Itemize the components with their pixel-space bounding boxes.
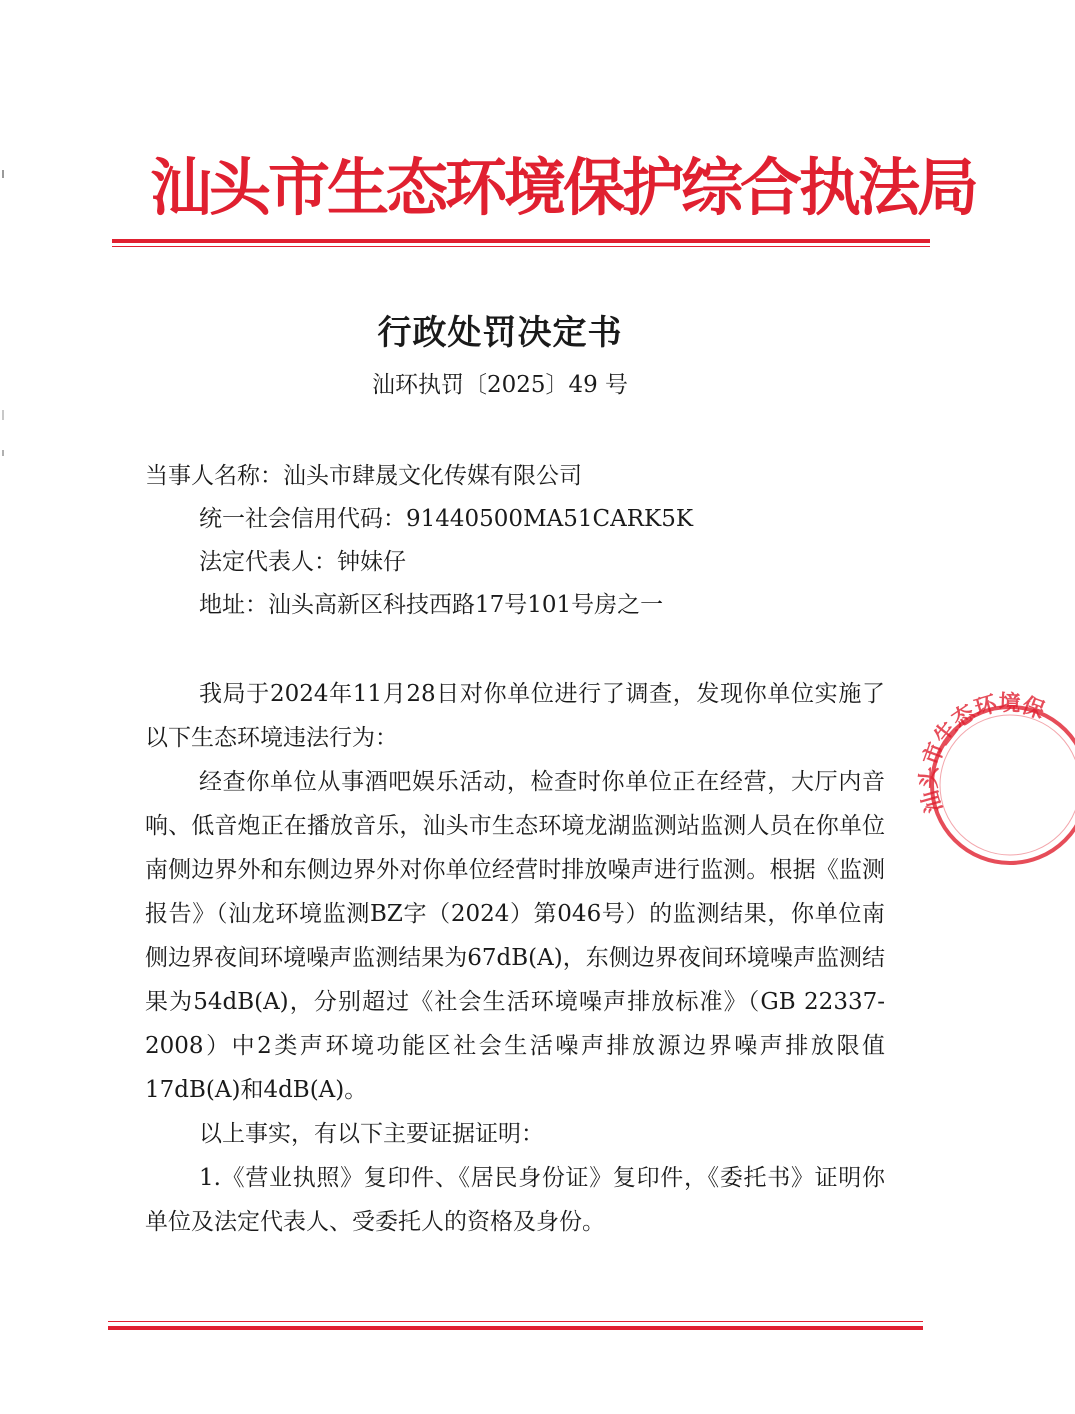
- credit-code-label: 统一社会信用代码：: [199, 506, 406, 532]
- header-red-rule-thick: [112, 239, 930, 243]
- representative-value: 钟妹仔: [337, 549, 406, 575]
- party-name-row: [145, 455, 905, 498]
- address-value: 汕头高新区科技西路17号101号房之一: [268, 592, 664, 618]
- body-paragraph: 我局于2024年11月28日对你单位进行了调查，发现你单位实施了以下生态环境违法行为：: [145, 681, 885, 751]
- seal-text: 汕头市生态环境保: [916, 690, 1049, 816]
- footer-red-rule-thick: [108, 1326, 923, 1330]
- body-paragraph: 1.《营业执照》复印件、《居民身份证》复印件，《委托书》证明你单位及法定代表人、受委托人的资格及身份。: [145, 1165, 885, 1235]
- address-row: [145, 584, 905, 627]
- party-name-value: 汕头市肆晟文化传媒有限公司: [283, 463, 582, 489]
- representative-row: [145, 541, 905, 584]
- header-red-rule-thin: [112, 246, 930, 247]
- address-label: 地址：: [199, 592, 268, 618]
- scan-edge-marks: [2, 170, 6, 470]
- footer-red-rule-thin: [108, 1321, 923, 1322]
- party-info: [145, 455, 905, 627]
- credit-code-row: [145, 498, 905, 541]
- body-paragraph: 以上事实，有以下主要证据证明：: [199, 1121, 544, 1147]
- svg-text:汕头市生态环境保: [916, 690, 1048, 816]
- document-number: 汕环执罚〔2025〕49 号: [371, 372, 629, 398]
- representative-label: 法定代表人：: [199, 549, 337, 575]
- party-name-label: 当事人名称：: [145, 463, 283, 489]
- agency-header-title: 汕头市生态环境保护综合执法局: [150, 151, 977, 224]
- document-body: [145, 672, 885, 1244]
- credit-code-value: 91440500MA51CARK5K: [406, 506, 694, 532]
- document-title: 行政处罚决定书: [377, 313, 623, 353]
- body-paragraph: 经查你单位从事酒吧娱乐活动，检查时你单位正在经营，大厅内音响、低音炮正在播放音乐，汕头市生态环境龙湖监测站监测人员在你单位南侧边界外和东侧边界外对你单位经营时排放噪声进行监测。根据《监测报告》（汕龙环境监测BZ字（2024）第046号）的监测结果，你单位南侧边界夜间环境噪声监测结果为67dB(A)，东侧边界夜间环境噪声监测结果为54dB(A)，分别超过《社会生活环境噪声排放标准》（GB 22337-2008）中2类声环境功能区社会生活噪声排放源边界噪声排放限值17dB(A)和4dB(A)。: [145, 769, 885, 1103]
- official-seal-stamp: [916, 690, 1075, 850]
